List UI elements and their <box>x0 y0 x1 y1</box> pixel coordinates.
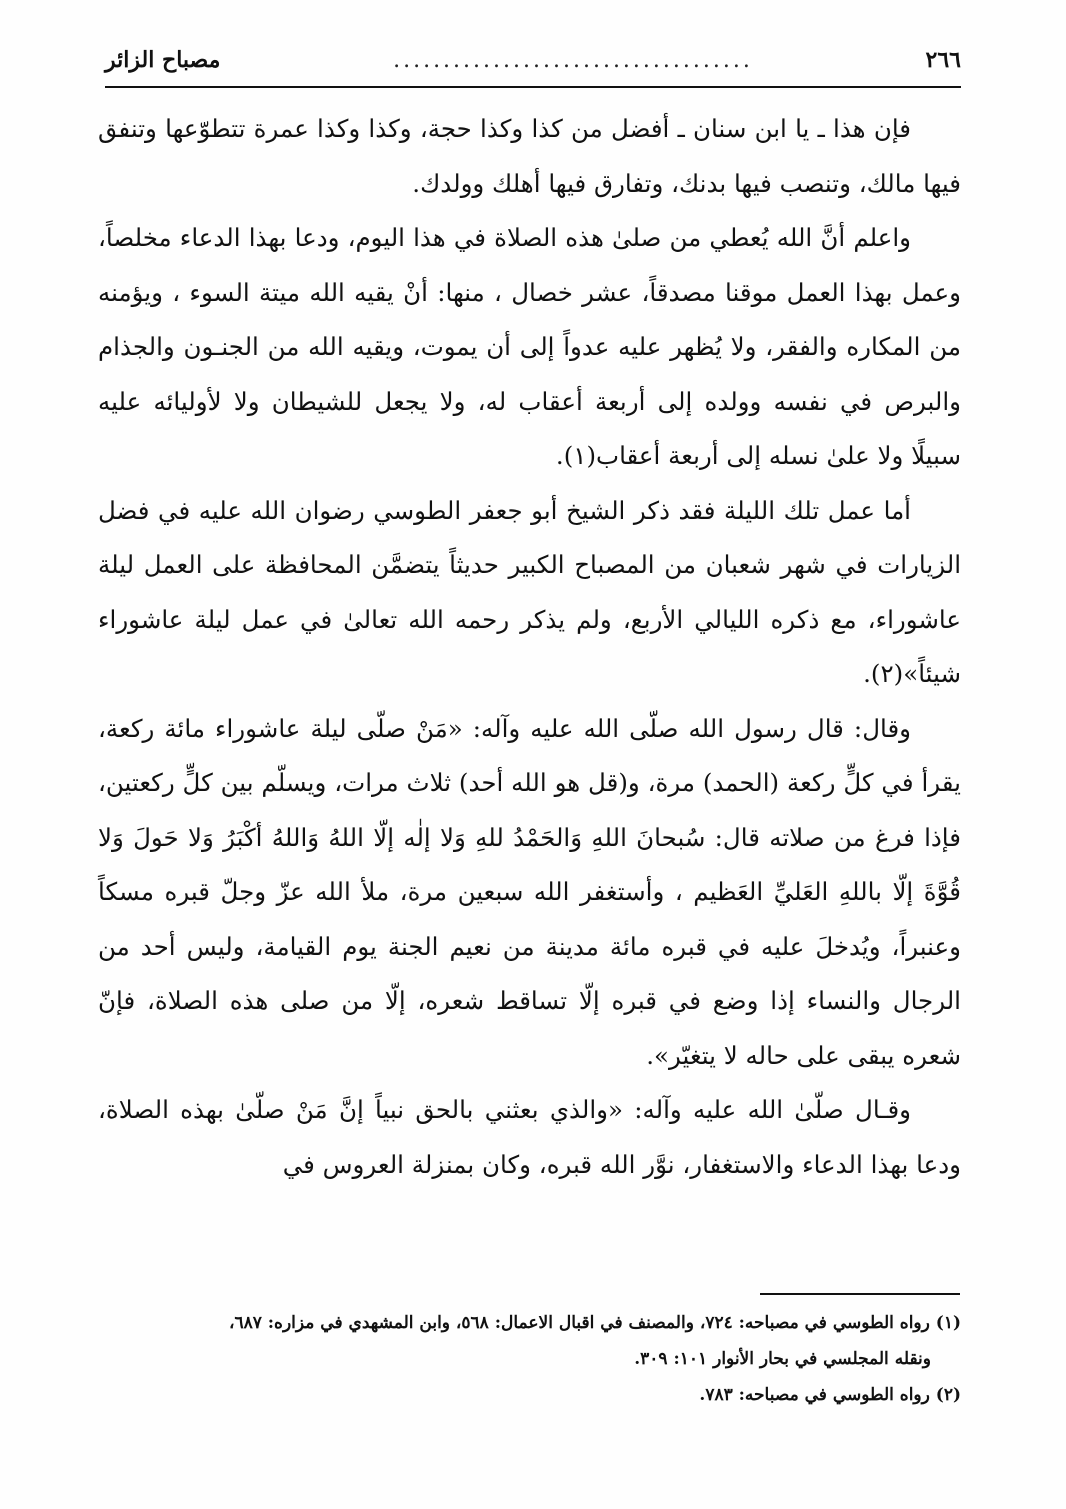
paragraph-4: وقال: قال رسول الله صلّى الله عليه وآله: «مَنْ صلّى ليلة عاشوراء مائة ركعة، يقرأ في كلٍّ ركعة (الحمد) مرة، و(قل هو الله أحد) ثلاث مرات، ويسلّم بين كلٍّ ركعتين، فإذا فرغ من صلاته قال: سُبحانَ اللهِ وَالحَمْدُ للهِ وَلا إلٰه إلّا اللهُ وَاللهُ أكْبَرُ وَلا حَولَ وَلا قُوَّةَ إلّا باللهِ العَليِّ العَظيم ، وأستغفر الله سبعين مرة، ملأ الله عزّ وجلّ قبره مسكاً وعنبراً، ويُدخلَ عليه في قبره مائة مدينة من نعيم الجنة يوم القيامة، وليس أحد من الرجال والنساء إذا وضع في قبره إلّا تساقط شعره، إلّا من صلى هذه الصلاة، فإنّ شعره يبقى على حاله لا يتغيّر». <box>98 713 961 1070</box>
paragraph-2: واعلم أنَّ الله يُعطي من صلىٰ هذه الصلاة في هذا اليوم، ودعا بهذا الدعاء مخلصاً، وعمل بهذا العمل موقنا مصدقاً، عشر خصال ، منها: أنْ يقيه الله ميتة السوء ، ويؤمنه من المكاره والفقر، ولا يُظهر عليه عدواً إلى أن يموت، ويقيه الله من الجنـون والجذام والبرص في نفسه وولده إلى أربعة أعقاب له، ولا يجعل للشيطان ولا لأوليائه عليه سبيلًا ولا علىٰ نسله إلى أربعة أعقاب(١). <box>98 223 961 470</box>
book-title: مصباح الزائر <box>105 47 221 73</box>
footnotes <box>98 1305 961 1413</box>
footnote-2: (٢) رواه الطوسي في مصباحه: ٧٨٣. <box>699 1385 961 1405</box>
paragraph-5: وقـال صلّىٰ الله عليه وآله: «والذي بعثني بالحق نبياً إنَّ مَنْ صلّىٰ بهذه الصلاة، ودعا بهذا الدعاء والاستغفار، نوَّر الله قبره، وكان بمنزلة العروس في <box>98 1095 961 1179</box>
footnote-divider <box>760 1293 960 1295</box>
header-leader-dots: .................................... <box>393 47 753 73</box>
footnote-1-continuation: ونقله المجلسي في بحار الأنوار ١٠١: ٣٠٩. <box>634 1349 931 1369</box>
footnote-1: (١) رواه الطوسي في مصباحه: ٧٢٤، والمصنف في اقبال الاعمال: ٥٦٨، وابن المشهدي في مزاره: ٦٨٧، <box>228 1313 961 1333</box>
page-number: ٢٦٦ <box>925 47 961 73</box>
paragraph-3: أما عمل تلك الليلة فقد ذكر الشيخ أبو جعفر الطوسي رضوان الله عليه في فضل الزيارات في شهر شعبان من المصباح الكبير حديثاً يتضمَّن المحافظة على العمل ليلة عاشوراء، مع ذكره الليالي الأربع، ولم يذكر رحمه الله تعالىٰ في عمل ليلة عاشوراء شيئاً»(٢). <box>98 495 961 688</box>
paragraph-1: فإن هذا ـ يا ابن سنان ـ أفضل من كذا وكذا حجة، وكذا وكذا عمرة تتطوّعها وتنفق فيها مالك، وتنصب فيها بدنك، وتفارق فيها أهلك وولدك. <box>98 114 961 198</box>
running-header <box>105 36 961 84</box>
body-text <box>98 102 961 1192</box>
header-divider <box>105 86 961 88</box>
